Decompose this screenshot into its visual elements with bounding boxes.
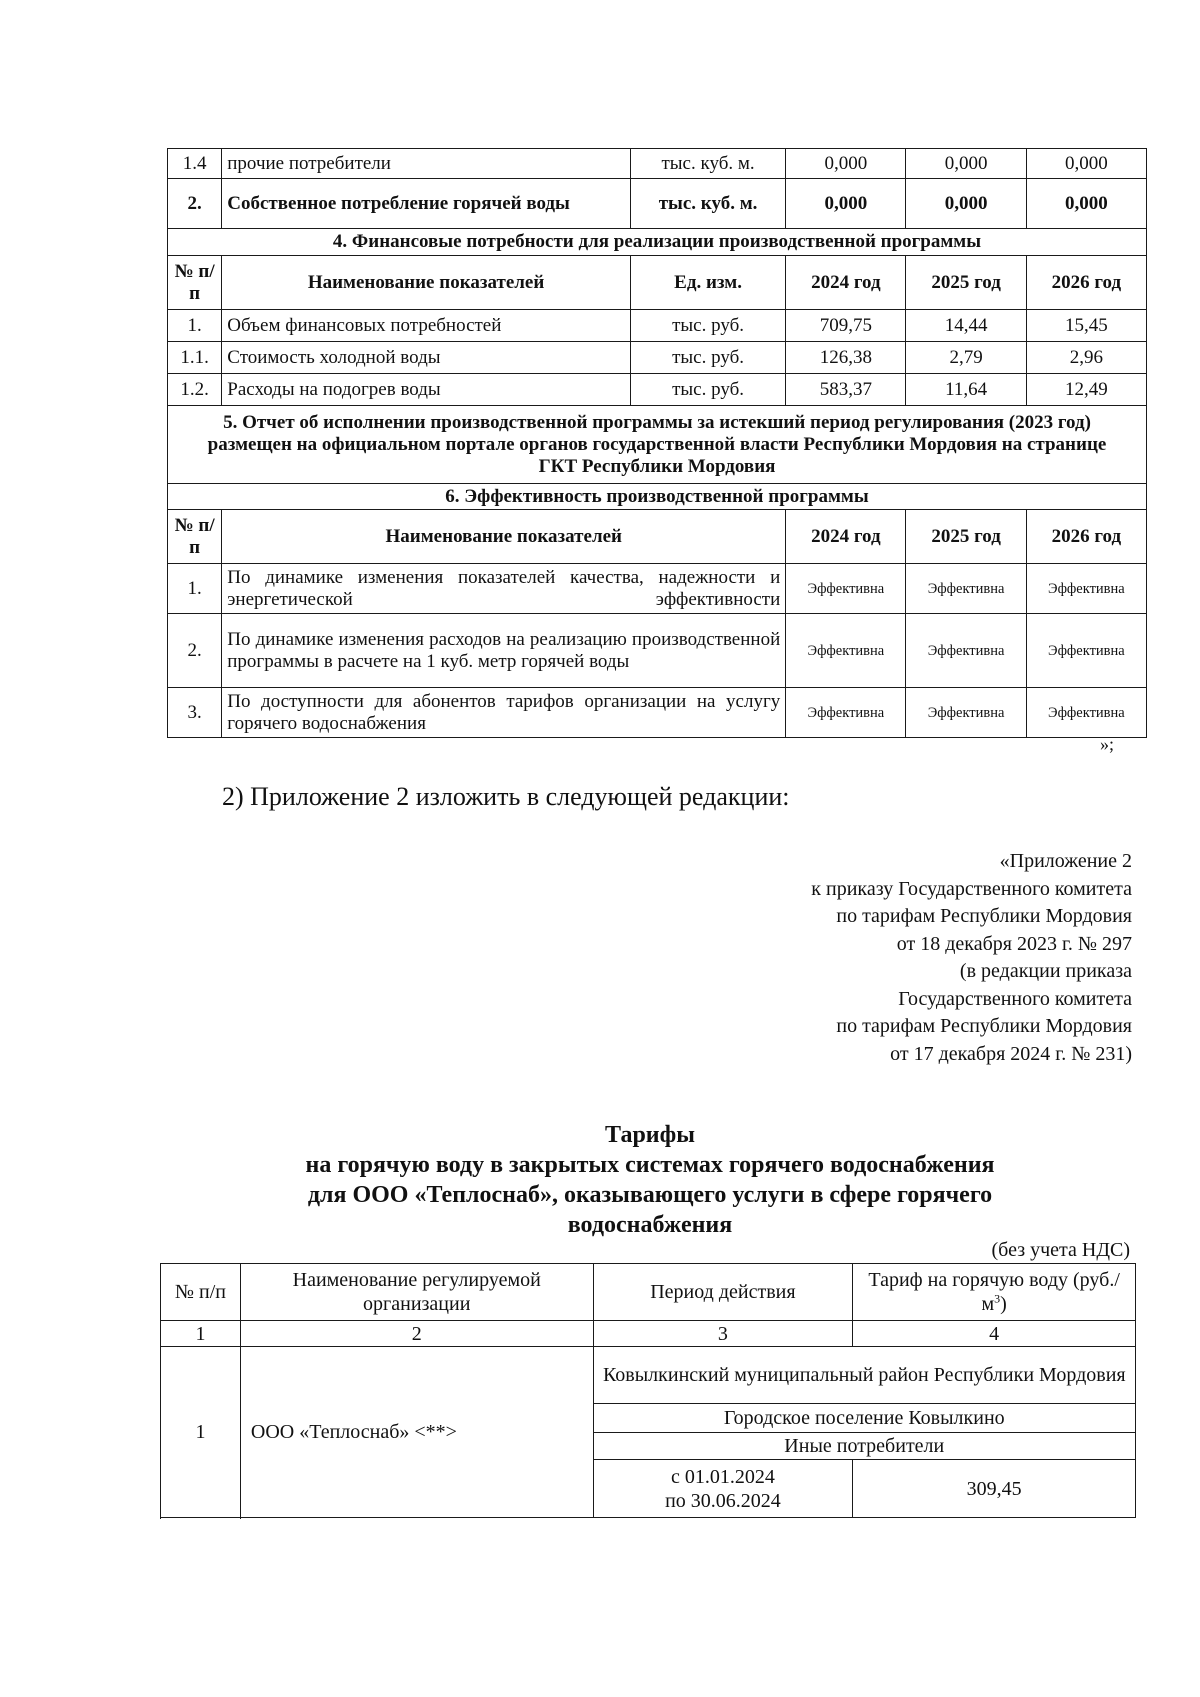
- unit: тыс. куб. м.: [630, 149, 785, 179]
- header-2025: 2025 год: [906, 256, 1026, 310]
- value-2025: 2,79: [906, 342, 1026, 374]
- rating-2024: Эффективна: [786, 688, 906, 738]
- unit: тыс. куб. м.: [630, 179, 785, 229]
- row-number: 1: [161, 1347, 241, 1518]
- amendment-paragraph: 2) Приложение 2 изложить в следующей редакции:: [222, 782, 790, 811]
- section-4-title: 4. Финансовые потребности для реализации производственной программы: [168, 229, 1147, 256]
- row-number: 1.1.: [168, 342, 222, 374]
- vat-note: (без учета НДС): [991, 1239, 1130, 1261]
- unit: тыс. руб.: [630, 342, 785, 374]
- value-2026: 0,000: [1026, 149, 1146, 179]
- indicator-name: По доступности для абонентов тарифов организации на услугу горячего водоснабжения: [222, 688, 786, 738]
- column-number: 3: [593, 1321, 853, 1347]
- annex-line: Государственного комитета: [898, 987, 1132, 1010]
- column-number: 4: [853, 1321, 1136, 1347]
- rating-2025: Эффективна: [906, 614, 1026, 688]
- settlement: Городское поселение Ковылкино: [593, 1404, 1135, 1433]
- header-2024: 2024 год: [786, 510, 906, 564]
- closing-quote: »;: [1100, 734, 1115, 754]
- title-line: на горячую воду в закрытых системах горячего водоснабжения: [305, 1152, 995, 1178]
- annex-line: от 17 декабря 2024 г. № 231): [890, 1042, 1132, 1065]
- table-header: [161, 1264, 1136, 1321]
- annex-line: к приказу Государственного комитета: [811, 877, 1132, 900]
- annex-line: по тарифам Республики Мордовия: [836, 1015, 1132, 1037]
- annex-line: «Приложение 2: [999, 850, 1132, 872]
- value-2024: 709,75: [786, 310, 906, 342]
- value-2026: 12,49: [1026, 374, 1146, 406]
- row-number: 1.: [168, 564, 222, 614]
- column-number: 1: [161, 1321, 241, 1347]
- municipal-district: Ковылкинский муниципальный район Республики Мордовия: [593, 1347, 1135, 1404]
- header-name: Наименование показателей: [222, 510, 786, 564]
- rating-2024: Эффективна: [786, 614, 906, 688]
- section-6-title: 6. Эффективность производственной программы: [168, 484, 1147, 510]
- rating-2026: Эффективна: [1026, 614, 1146, 688]
- indicator-name: Расходы на подогрев воды: [222, 374, 631, 406]
- header-tariff: Тариф на горячую воду $(руб./м^3)$: [853, 1264, 1136, 1321]
- header-unit: Ед. изм.: [630, 256, 785, 310]
- table-row: [168, 374, 1147, 406]
- row-number: 1.4: [168, 149, 222, 179]
- header-2026: 2026 год: [1026, 510, 1146, 564]
- annex-line: по тарифам Республики Мордовия: [836, 905, 1132, 927]
- document-title: [150, 1120, 1150, 1240]
- value-2025: 14,44: [906, 310, 1026, 342]
- value-2024: 126,38: [786, 342, 906, 374]
- indicator-name: прочие потребители: [222, 149, 631, 179]
- rating-2025: Эффективна: [906, 688, 1026, 738]
- header-number: № п/п: [168, 510, 222, 564]
- column-numbers-row: [161, 1321, 1136, 1347]
- title-line: для ООО «Теплоснаб», оказывающего услуги в сфере горячего: [307, 1182, 993, 1208]
- section-5-text: 5. Отчет об исполнении производственной программы за истекший период регулирования (2023 год) размещен на официальном портале органов государственной власти Республики Мордовия на странице ГКТ Республики Мордовия: [168, 406, 1147, 484]
- period-to: по 30.06.2024: [665, 1489, 781, 1512]
- header-name: Наименование показателей: [222, 256, 631, 310]
- table-row: [168, 688, 1147, 738]
- indicator-name: Стоимость холодной воды: [222, 342, 631, 374]
- table-row: [168, 614, 1147, 688]
- table-row: [168, 310, 1147, 342]
- value-2025: 0,000: [906, 179, 1026, 229]
- rating-2026: Эффективна: [1026, 688, 1146, 738]
- indicator-name: Объем финансовых потребностей: [222, 310, 631, 342]
- header-2026: 2026 год: [1026, 256, 1146, 310]
- header-organization: Наименование регулируемой организации: [240, 1264, 593, 1321]
- tariff-table: [160, 1263, 1136, 1518]
- table-row: [168, 564, 1147, 614]
- header-number: № п/п: [161, 1264, 241, 1321]
- column-number: 2: [240, 1321, 593, 1347]
- row-number: 1.: [168, 310, 222, 342]
- value-2026: 0,000: [1026, 179, 1146, 229]
- value-2024: 583,37: [786, 374, 906, 406]
- organization-name: ООО «Теплоснаб» <**>: [240, 1347, 593, 1518]
- annex-line: (в редакции приказа: [959, 960, 1132, 982]
- row-number: 1.2.: [168, 374, 222, 406]
- rating-2024: Эффективна: [786, 564, 906, 614]
- header-2025: 2025 год: [906, 510, 1026, 564]
- annex-line: от 18 декабря 2023 г. № 297: [896, 932, 1132, 955]
- table-header: [168, 510, 1147, 564]
- value-2025: 0,000: [906, 149, 1026, 179]
- indicator-name: По динамике изменения показателей качества, надежности и энергетической эффективности: [222, 564, 786, 614]
- unit: тыс. руб.: [630, 374, 785, 406]
- value-2024: 0,000: [786, 179, 906, 229]
- table-header: [168, 256, 1147, 310]
- header-number: № п/п: [168, 256, 222, 310]
- production-program-table: [167, 148, 1147, 738]
- rating-2026: Эффективна: [1026, 564, 1146, 614]
- row-number: 3.: [168, 688, 222, 738]
- validity-period: [593, 1460, 853, 1518]
- value-2026: 15,45: [1026, 310, 1146, 342]
- tariff-value: 309,45: [853, 1460, 1136, 1518]
- period-from: с 01.01.2024: [670, 1465, 775, 1488]
- value-2025: 11,64: [906, 374, 1026, 406]
- indicator-name: По динамике изменения расходов на реализацию производственной программы в расчете на 1 куб. метр горячей воды: [222, 614, 786, 688]
- header-2024: 2024 год: [786, 256, 906, 310]
- value-2024: 0,000: [786, 149, 906, 179]
- title-line: водоснабжения: [567, 1212, 733, 1238]
- row-number: 2.: [168, 614, 222, 688]
- indicator-name: Собственное потребление горячей воды: [222, 179, 631, 229]
- consumer-group: Иные потребители: [593, 1433, 1135, 1460]
- title-line: Тарифы: [605, 1122, 695, 1148]
- table-row: [168, 179, 1147, 229]
- rating-2025: Эффективна: [906, 564, 1026, 614]
- row-number: 2.: [168, 179, 222, 229]
- header-period: Период действия: [593, 1264, 853, 1321]
- value-2026: 2,96: [1026, 342, 1146, 374]
- annex-reference: [811, 848, 1132, 1068]
- table-row: [168, 342, 1147, 374]
- table-row: [168, 149, 1147, 179]
- unit: тыс. руб.: [630, 310, 785, 342]
